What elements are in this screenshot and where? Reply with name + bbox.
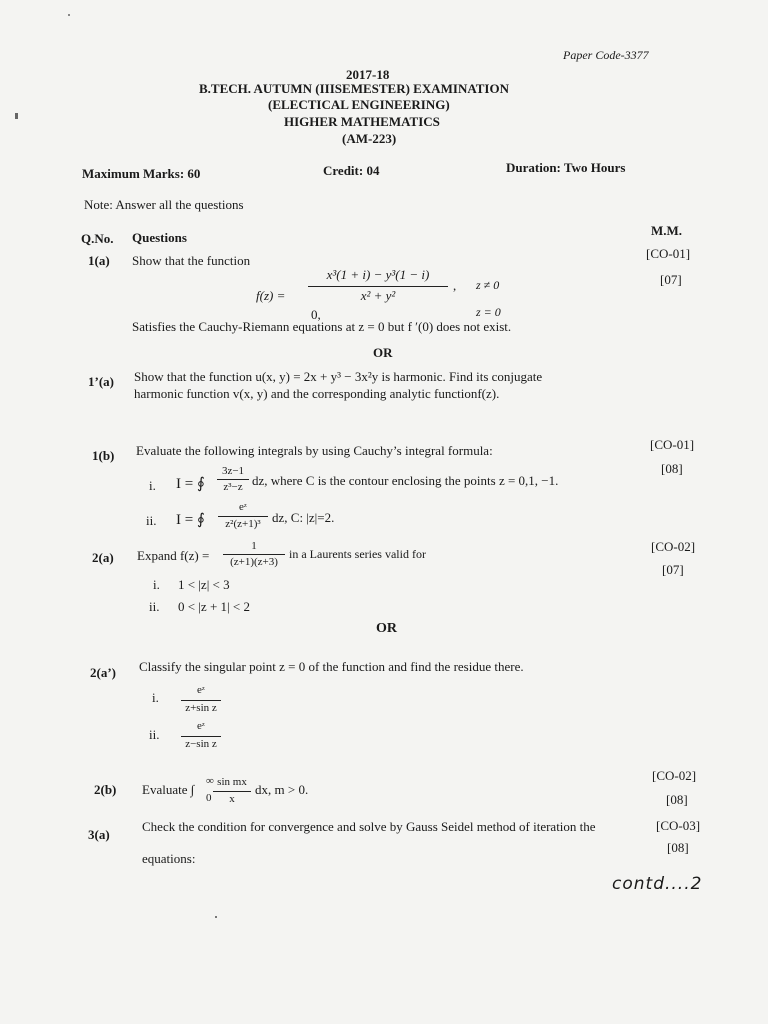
q2a-frac-num: 1 [251, 540, 257, 552]
q1a-cond1: z ≠ 0 [476, 278, 500, 292]
q2b-lower: 0 [206, 792, 212, 804]
exam-year: 2017-18 [346, 67, 390, 82]
q2a-alt-ii-label: ii. [149, 727, 160, 742]
q2a-alt-i-num: eᶻ [197, 684, 205, 696]
q1b-ii-lhs: I = ∮ [176, 512, 205, 528]
q2a-alt-ii-num: eᶻ [197, 720, 205, 732]
q2a-i-label: i. [153, 577, 160, 592]
q3a-line1: Check the condition for convergence and solve by Gauss Seidel method of iteration the [142, 819, 596, 834]
q2a-marks: [07] [662, 562, 684, 577]
q2b-upper: ∞ [206, 775, 214, 787]
fraction-bar [223, 554, 285, 555]
credit: Credit: 04 [323, 163, 380, 178]
max-marks: Maximum Marks: 60 [82, 166, 201, 181]
q3a-co: [CO-03] [656, 818, 701, 833]
q2a-ii-text: 0 < |z + 1| < 2 [178, 599, 250, 614]
continued-note: contd....2 [612, 874, 703, 894]
scan-speck [15, 113, 18, 119]
q2a-i-text: 1 < |z| < 3 [178, 577, 230, 592]
q2b-co: [CO-02] [652, 768, 697, 783]
q1a-conclusion: Satisfies the Cauchy-Riemann equations at z = 0 but f ′(0) does not exist. [132, 319, 512, 334]
q1b-i-den: z³−z [223, 481, 243, 493]
exam-title: B.TECH. AUTUMN (IIISEMESTER) EXAMINATION [199, 81, 509, 96]
q2a-frac-den: (z+1)(z+3) [230, 556, 278, 568]
note: Note: Answer all the questions [84, 197, 244, 212]
q1a-alt-number: 1’(a) [88, 374, 114, 389]
q2a-post: in a Laurents series valid for [289, 547, 426, 561]
q2b-pre: Evaluate ∫ [142, 782, 195, 797]
col-mm: M.M. [651, 223, 683, 238]
q1a-marks: [07] [660, 272, 682, 287]
q1a-number: 1(a) [88, 253, 110, 268]
q1a-lhs: f(z) = [256, 288, 286, 303]
scan-speck [215, 916, 217, 918]
col-questions: Questions [132, 230, 187, 245]
q1b-ii-label: ii. [146, 513, 157, 528]
q1b-co: [CO-01] [650, 437, 695, 452]
q1a-text: Show that the function [132, 253, 251, 268]
q3a-number: 3(a) [88, 827, 110, 842]
or-divider: OR [376, 621, 397, 636]
q1b-ii-num: eᶻ [239, 501, 247, 513]
q1a-numerator: x³(1 + i) − y³(1 − i) [326, 267, 430, 282]
fraction-bar [213, 791, 251, 792]
q1a-co: [CO-01] [646, 246, 691, 261]
q1b-i-num: 3z−1 [221, 465, 245, 477]
branch: (ELECTICAL ENGINEERING) [268, 97, 450, 112]
q3a-marks: [08] [667, 840, 689, 855]
fraction-bar [217, 479, 249, 480]
q1a-denominator: x² + y² [360, 288, 396, 303]
q2b-frac-num: sin mx [217, 776, 247, 788]
q2a-alt-i-den: z+sin z [185, 702, 217, 714]
q2a-alt-i-label: i. [152, 690, 159, 705]
q2a-ii-label: ii. [149, 599, 160, 614]
q2b-marks: [08] [666, 792, 688, 807]
scan-speck [68, 14, 70, 16]
q1a-alt-line2: harmonic function v(x, y) and the corresponding analytic functionf(z). [134, 386, 500, 401]
q1a-cond2: z = 0 [476, 305, 501, 319]
q1b-ii-den: z²(z+1)³ [225, 518, 261, 530]
q2a-alt-number: 2(a’) [90, 665, 116, 680]
q1b-marks: [08] [661, 461, 683, 476]
or-divider: OR [373, 345, 393, 360]
q1b-i-label: i. [149, 478, 156, 493]
col-qno: Q.No. [81, 231, 114, 246]
q2b-post: dx, m > 0. [255, 782, 309, 797]
q1b-i-lhs: I = ∮ [176, 476, 205, 492]
q2a-number: 2(a) [92, 550, 114, 565]
q1b-number: 1(b) [92, 448, 115, 463]
q3a-line2: equations: [142, 851, 196, 866]
q2a-alt-text: Classify the singular point z = 0 of the function and find the residue there. [139, 659, 524, 674]
q2b-number: 2(b) [94, 782, 117, 797]
course-code: (AM-223) [342, 131, 397, 146]
q1b-i-rest: dz, where C is the contour enclosing the points z = 0,1, −1. [252, 473, 559, 488]
q1a-alt-line1: Show that the function u(x, y) = 2x + y³ − 3x²y is harmonic. Find its conjugate [134, 369, 543, 384]
subject: HIGHER MATHEMATICS [284, 114, 440, 129]
q1b-ii-rest: dz, C: |z|=2. [272, 510, 335, 525]
q1b-text: Evaluate the following integrals by using Cauchy’s integral formula: [136, 443, 493, 458]
q2a-co: [CO-02] [651, 539, 696, 554]
fraction-bar [308, 286, 448, 287]
q2b-frac-den: x [229, 793, 235, 805]
comma: , [453, 278, 457, 293]
q2a-pre: Expand f(z) = [137, 548, 210, 563]
fraction-bar [181, 700, 221, 701]
q2a-alt-ii-den: z−sin z [185, 738, 217, 750]
q1a-zero: 0, [311, 307, 321, 322]
fraction-bar [218, 516, 268, 517]
duration: Duration: Two Hours [506, 160, 626, 175]
paper-code: Paper Code-3377 [563, 48, 649, 62]
fraction-bar [181, 736, 221, 737]
